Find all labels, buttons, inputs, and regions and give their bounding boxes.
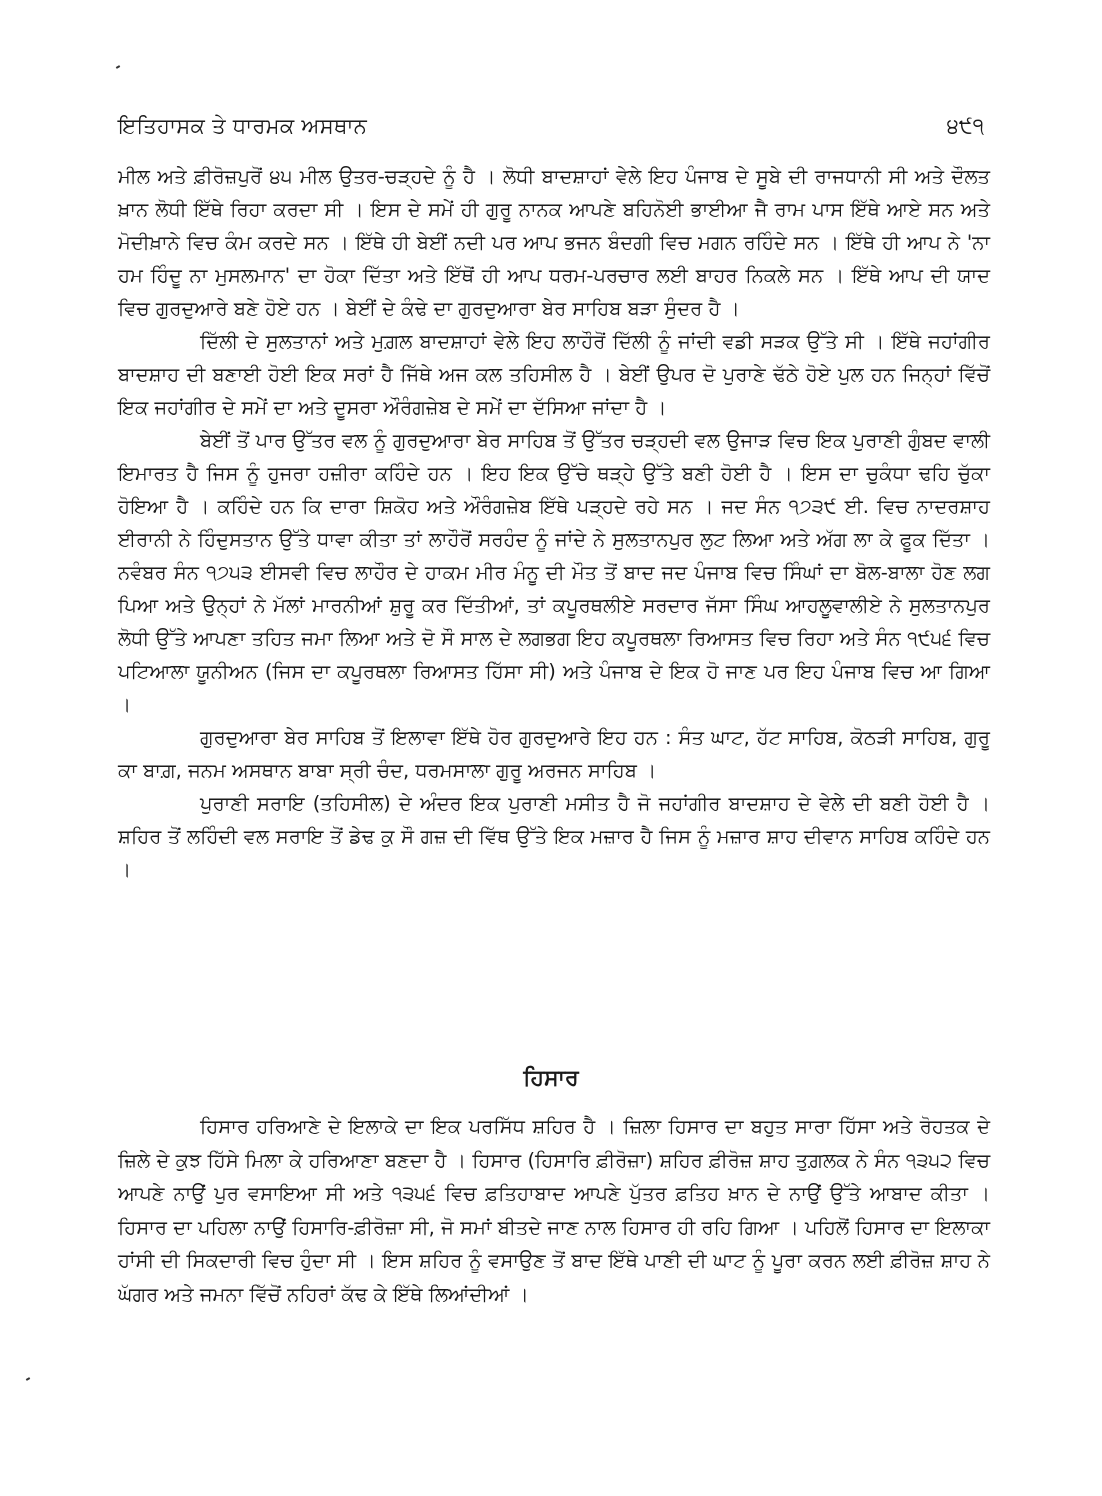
paragraph: ਗੁਰਦੁਆਰਾ ਬੇਰ ਸਾਹਿਬ ਤੋਂ ਇਲਾਵਾ ਇੱਥੇ ਹੋਰ ਗੁਰਦੁਆਰੇ ਇਹ ਹਨ : ਸੰਤ ਘਾਟ, ਹੱਟ ਸਾਹਿਬ, ਕੋਠੜੀ ਸਾਹਿਬ, ਗੁਰੂ ਕਾ ਬਾਗ਼, ਜਨਮ ਅਸਥਾਨ ਬਾਬਾ ਸ੍ਰੀ ਚੰਦ, ਧਰਮਸਾਲਾ ਗੁਰੂ ਅਰਜਨ ਸਾਹਿਬ । xyxy=(118,726,990,782)
paragraph: ਪੁਰਾਣੀ ਸਰਾਇ (ਤਹਿਸੀਲ) ਦੇ ਅੰਦਰ ਇਕ ਪੁਰਾਣੀ ਮਸੀਤ ਹੈ ਜੋ ਜਹਾਂਗੀਰ ਬਾਦਸ਼ਾਹ ਦੇ ਵੇਲੇ ਦੀ ਬਣੀ ਹੋਈ ਹੈ । ਸ਼ਹਿਰ ਤੋਂ ਲਹਿੰਦੀ ਵਲ ਸਰਾਇ ਤੋਂ ਡੇਢ ਕੁ ਸੌ ਗਜ਼ ਦੀ ਵਿੱਥ ਉੱਤੇ ਇਕ ਮਜ਼ਾਰ ਹੈ ਜਿਸ ਨੂੰ ਮਜ਼ਾਰ ਸ਼ਾਹ ਦੀਵਾਨ ਸਾਹਿਬ ਕਹਿੰਦੇ ਹਨ । xyxy=(118,792,990,881)
main-text xyxy=(118,160,990,886)
section-heading: ਹਿਸਾਰ xyxy=(523,1066,579,1091)
scan-speck-bottom xyxy=(26,1377,30,1381)
paragraph: ਹਿਸਾਰ ਹਰਿਆਣੇ ਦੇ ਇਲਾਕੇ ਦਾ ਇਕ ਪਰਸਿੱਧ ਸ਼ਹਿਰ ਹੈ । ਜ਼ਿਲਾ ਹਿਸਾਰ ਦਾ ਬਹੁਤ ਸਾਰਾ ਹਿੱਸਾ ਅਤੇ ਰੋਹਤਕ ਦੇ ਜ਼ਿਲੇ ਦੇ ਕੁਝ ਹਿੱਸੇ ਮਿਲਾ ਕੇ ਹਰਿਆਣਾ ਬਣਦਾ ਹੈ । ਹਿਸਾਰ (ਹਿਸਾਰਿ ਫ਼ੀਰੋਜ਼ਾ) ਸ਼ਹਿਰ ਫ਼ੀਰੋਜ਼ ਸ਼ਾਹ ਤੁਗ਼ਲਕ ਨੇ ਸੰਨ ੧੩੫੨ ਵਿਚ ਆਪਣੇ ਨਾਉਂ ਪੁਰ ਵਸਾਇਆ ਸੀ ਅਤੇ ੧੩੫੬ ਵਿਚ ਫ਼ਤਿਹਾਬਾਦ ਆਪਣੇ ਪੁੱਤਰ ਫ਼ਤਿਹ ਖ਼ਾਨ ਦੇ ਨਾਉਂ ਉੱਤੇ ਆਬਾਦ ਕੀਤਾ । ਹਿਸਾਰ ਦਾ ਪਹਿਲਾ ਨਾਉਂ ਹਿਸਾਰਿ-ਫ਼ੀਰੋਜ਼ਾ ਸੀ, ਜੋ ਸਮਾਂ ਬੀਤਦੇ ਜਾਣ ਨਾਲ ਹਿਸਾਰ ਹੀ ਰਹਿ ਗਿਆ । ਪਹਿਲੋਂ ਹਿਸਾਰ ਦਾ ਇਲਾਕਾ ਹਾਂਸੀ ਦੀ ਸਿਕਦਾਰੀ ਵਿਚ ਹੁੰਦਾ ਸੀ । ਇਸ ਸ਼ਹਿਰ ਨੂੰ ਵਸਾਉਣ ਤੋਂ ਬਾਦ ਇੱਥੇ ਪਾਣੀ ਦੀ ਘਾਟ ਨੂੰ ਪੂਰਾ ਕਰਨ ਲਈ ਫ਼ੀਰੋਜ਼ ਸ਼ਾਹ ਨੇ ਘੱਗਰ ਅਤੇ ਜਮਨਾ ਵਿੱਚੋਂ ਨਹਿਰਾਂ ਕੱਢ ਕੇ ਇੱਥੇ ਲਿਆਂਦੀਆਂ । xyxy=(118,1115,990,1306)
running-title: ਇਤਿਹਾਸਕ ਤੇ ਧਾਰਮਕ ਅਸਥਾਨ xyxy=(118,114,368,138)
scan-speck-top xyxy=(116,65,120,69)
paragraph: ਮੀਲ ਅਤੇ ਫ਼ੀਰੋਜ਼ਪੁਰੋਂ ੪੫ ਮੀਲ ਉਤਰ-ਚੜ੍ਹਦੇ ਨੂੰ ਹੈ । ਲੋਧੀ ਬਾਦਸ਼ਾਹਾਂ ਵੇਲੇ ਇਹ ਪੰਜਾਬ ਦੇ ਸੂਬੇ ਦੀ ਰਾਜਧਾਨੀ ਸੀ ਅਤੇ ਦੌਲਤ ਖ਼ਾਨ ਲੋਧੀ ਇੱਥੇ ਰਿਹਾ ਕਰਦਾ ਸੀ । ਇਸ ਦੇ ਸਮੇਂ ਹੀ ਗੁਰੂ ਨਾਨਕ ਆਪਣੇ ਬਹਿਨੋਈ ਭਾਈਆ ਜੈ ਰਾਮ ਪਾਸ ਇੱਥੇ ਆਏ ਸਨ ਅਤੇ ਮੋਦੀਖ਼ਾਨੇ ਵਿਚ ਕੰਮ ਕਰਦੇ ਸਨ । ਇੱਥੇ ਹੀ ਬੇਈਂ ਨਦੀ ਪਰ ਆਪ ਭਜਨ ਬੰਦਗੀ ਵਿਚ ਮਗਨ ਰਹਿੰਦੇ ਸਨ । ਇੱਥੇ ਹੀ ਆਪ ਨੇ 'ਨਾ ਹਮ ਹਿੰਦੂ ਨਾ ਮੁਸਲਮਾਨ' ਦਾ ਹੋਕਾ ਦਿੱਤਾ ਅਤੇ ਇੱਥੋਂ ਹੀ ਆਪ ਧਰਮ-ਪਰਚਾਰ ਲਈ ਬਾਹਰ ਨਿਕਲੇ ਸਨ । ਇੱਥੇ ਆਪ ਦੀ ਯਾਦ ਵਿਚ ਗੁਰਦੁਆਰੇ ਬਣੇ ਹੋਏ ਹਨ । ਬੇਈਂ ਦੇ ਕੰਢੇ ਦਾ ਗੁਰਦੁਆਰਾ ਬੇਰ ਸਾਹਿਬ ਬੜਾ ਸੁੰਦਰ ਹੈ । xyxy=(118,165,990,320)
paragraph: ਬੇਈਂ ਤੋਂ ਪਾਰ ਉੱਤਰ ਵਲ ਨੂੰ ਗੁਰਦੁਆਰਾ ਬੇਰ ਸਾਹਿਬ ਤੋਂ ਉੱਤਰ ਚੜ੍ਹਦੀ ਵਲ ਉਜਾੜ ਵਿਚ ਇਕ ਪੁਰਾਣੀ ਗੁੰਬਦ ਵਾਲੀ ਇਮਾਰਤ ਹੈ ਜਿਸ ਨੂੰ ਹੁਜਰਾ ਹਜ਼ੀਰਾ ਕਹਿੰਦੇ ਹਨ । ਇਹ ਇਕ ਉੱਚੇ ਥੜ੍ਹੇ ਉੱਤੇ ਬਣੀ ਹੋਈ ਹੈ । ਇਸ ਦਾ ਚੁਕੰਧਾ ਢਹਿ ਚੁੱਕਾ ਹੋਇਆ ਹੈ । ਕਹਿੰਦੇ ਹਨ ਕਿ ਦਾਰਾ ਸ਼ਿਕੋਹ ਅਤੇ ਔਰੰਗਜ਼ੇਬ ਇੱਥੇ ਪੜ੍ਹਦੇ ਰਹੇ ਸਨ । ਜਦ ਸੰਨ ੧੭੩੯ ਈ. ਵਿਚ ਨਾਦਰਸ਼ਾਹ ਈਰਾਨੀ ਨੇ ਹਿੰਦੁਸਤਾਨ ਉੱਤੇ ਧਾਵਾ ਕੀਤਾ ਤਾਂ ਲਾਹੌਰੋਂ ਸਰਹੰਦ ਨੂੰ ਜਾਂਦੇ ਨੇ ਸੁਲਤਾਨਪੁਰ ਲੁਟ ਲਿਆ ਅਤੇ ਅੱਗ ਲਾ ਕੇ ਫੂਕ ਦਿੱਤਾ । ਨਵੰਬਰ ਸੰਨ ੧੭੫੩ ਈਸਵੀ ਵਿਚ ਲਾਹੌਰ ਦੇ ਹਾਕਮ ਮੀਰ ਮੰਨੂ ਦੀ ਮੌਤ ਤੋਂ ਬਾਦ ਜਦ ਪੰਜਾਬ ਵਿਚ ਸਿੰਘਾਂ ਦਾ ਬੋਲ-ਬਾਲਾ ਹੋਣ ਲਗ ਪਿਆ ਅਤੇ ਉਨ੍ਹਾਂ ਨੇ ਮੱਲਾਂ ਮਾਰਨੀਆਂ ਸ਼ੁਰੂ ਕਰ ਦਿੱਤੀਆਂ, ਤਾਂ ਕਪੂਰਥਲੀਏ ਸਰਦਾਰ ਜੱਸਾ ਸਿੰਘ ਆਹਲੂਵਾਲੀਏ ਨੇ ਸੁਲਤਾਨਪੁਰ ਲੋਧੀ ਉੱਤੇ ਆਪਣਾ ਤਹਿਤ ਜਮਾ ਲਿਆ ਅਤੇ ਦੋ ਸੌ ਸਾਲ ਦੇ ਲਗਭਗ ਇਹ ਕਪੂਰਥਲਾ ਰਿਆਸਤ ਵਿਚ ਰਿਹਾ ਅਤੇ ਸੰਨ ੧੯੫੬ ਵਿਚ ਪਟਿਆਲਾ ਯੂਨੀਅਨ (ਜਿਸ ਦਾ ਕਪੂਰਥਲਾ ਰਿਆਸਤ ਹਿੱਸਾ ਸੀ) ਅਤੇ ਪੰਜਾਬ ਦੇ ਇਕ ਹੋ ਜਾਣ ਪਰ ਇਹ ਪੰਜਾਬ ਵਿਚ ਆ ਗਿਆ । xyxy=(118,429,990,716)
page-number: ੪੯੧ xyxy=(946,114,984,138)
paragraph: ਦਿੱਲੀ ਦੇ ਸੁਲਤਾਨਾਂ ਅਤੇ ਮੁਗ਼ਲ ਬਾਦਸ਼ਾਹਾਂ ਵੇਲੇ ਇਹ ਲਾਹੌਰੋਂ ਦਿੱਲੀ ਨੂੰ ਜਾਂਦੀ ਵਡੀ ਸੜਕ ਉੱਤੇ ਸੀ । ਇੱਥੇ ਜਹਾਂਗੀਰ ਬਾਦਸ਼ਾਹ ਦੀ ਬਣਾਈ ਹੋਈ ਇਕ ਸਰਾਂ ਹੈ ਜਿੱਥੇ ਅਜ ਕਲ ਤਹਿਸੀਲ ਹੈ । ਬੇਈਂ ਉਪਰ ਦੋ ਪੁਰਾਣੇ ਢੱਠੇ ਹੋਏ ਪੁਲ ਹਨ ਜਿਨ੍ਹਾਂ ਵਿੱਚੋਂ ਇਕ ਜਹਾਂਗੀਰ ਦੇ ਸਮੇਂ ਦਾ ਅਤੇ ਦੂਸਰਾ ਔਰੰਗਜ਼ੇਬ ਦੇ ਸਮੇਂ ਦਾ ਦੱਸਿਆ ਜਾਂਦਾ ਹੈ । xyxy=(118,330,990,419)
section-text xyxy=(118,1110,990,1311)
